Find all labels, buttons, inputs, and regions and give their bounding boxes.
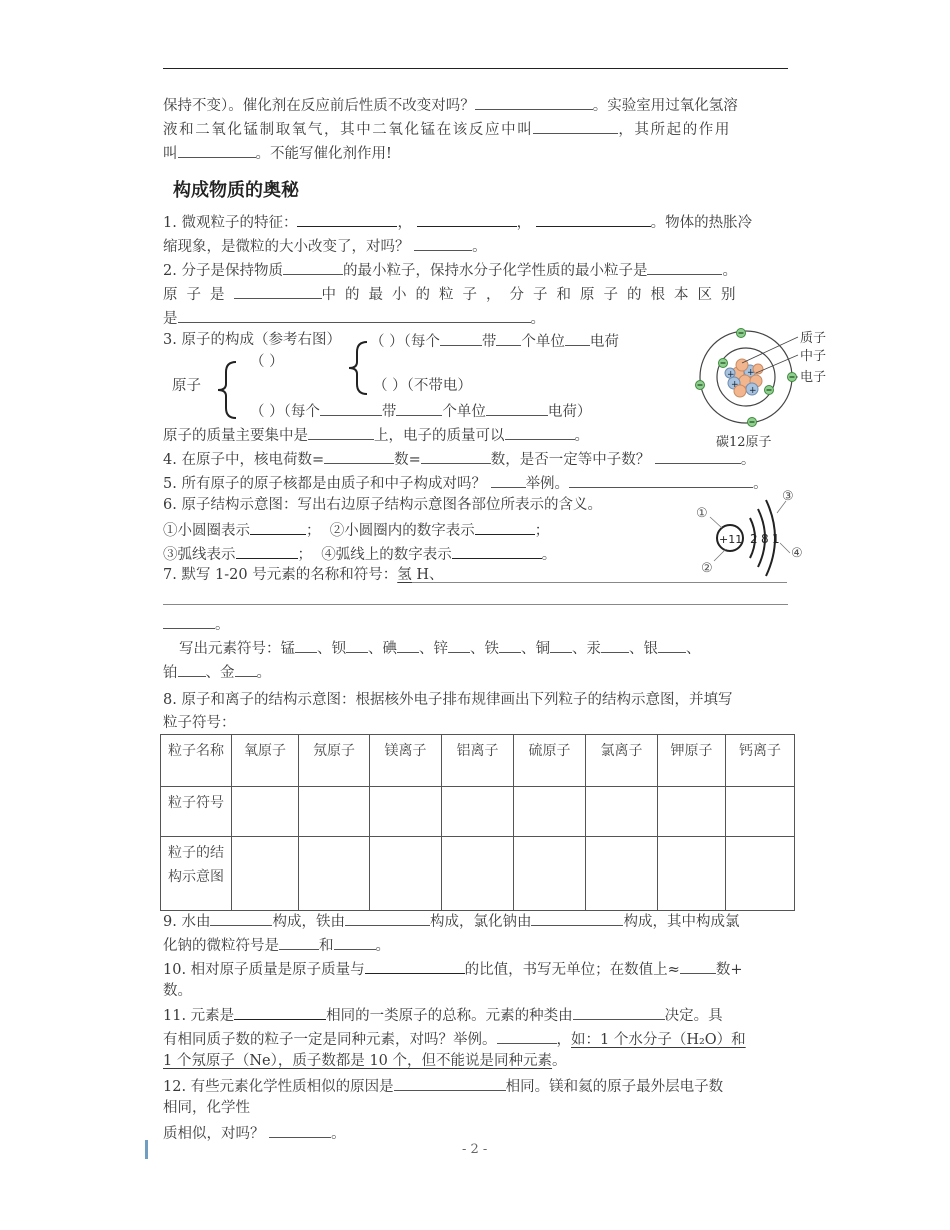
text: 。 [574,428,589,444]
answer-blank[interactable] [496,330,521,346]
left-brace-icon [212,360,242,420]
table-cell[interactable] [658,837,726,911]
answer-blank[interactable] [475,519,535,535]
text: 锌 [433,641,448,657]
svg-text:+: + [727,370,735,380]
text: 4. 在原子中，核电荷数= [163,452,325,468]
text: ③弧线表示 [163,547,236,563]
intro-line-1 [163,94,738,116]
table-cell[interactable] [514,837,586,911]
text: 。 [215,617,230,633]
answer-blank[interactable] [448,637,470,653]
text: 。 [541,547,557,563]
answer-blank[interactable] [365,958,465,974]
answer-line[interactable] [163,604,788,605]
question-4 [163,448,755,470]
text: ； [306,523,321,539]
text: 原子是 [163,287,234,303]
table-cell[interactable] [299,787,370,837]
text: 数= [394,452,421,468]
question-3-electron-row [250,400,591,422]
question-1-line-1 [163,211,752,233]
question-7-end [163,613,230,635]
text: 是 [163,311,178,327]
text: 带 [481,334,497,350]
text: （ ）（不带电） [373,378,472,394]
question-11-line-3 [163,1051,567,1071]
proton-label: 质子 [800,331,827,346]
question-9-line-1 [163,910,739,932]
text: 个单位 [442,404,486,420]
question-3-nucleus-row [250,352,284,372]
element-symbols-row-1: 写出元素符号：锰 、钡 、碘 、锌 、铁 、铜 、汞 、银 、 [179,637,701,659]
text: 。实验室用过氧化氢溶 [592,98,738,114]
marker-3: ③ [782,489,794,504]
column-header: 氯离子 [586,735,658,787]
table-cell[interactable] [586,787,658,837]
answer-blank[interactable] [573,1004,665,1020]
text: 缩现象，是微粒的大小改变了，对吗？ [163,239,410,255]
table-cell[interactable] [370,787,442,837]
answer-blank[interactable] [658,637,686,653]
answer-blank[interactable] [536,211,651,227]
text: 举例。 [525,476,570,492]
question-3-atom-label [172,376,201,396]
question-3-title [163,330,341,350]
column-header: 氧原子 [232,735,299,787]
text: 叫 [163,146,178,162]
question-6-line-1 [163,519,549,541]
answer-blank[interactable] [533,118,618,134]
answer-blank[interactable] [279,934,319,950]
question-1-line-2 [163,235,487,257]
text: 有相同质子数的粒子一定是同种元素，对吗？举例。 [163,1032,497,1048]
question-10-line-2 [163,981,192,1001]
answer-blank[interactable] [601,637,629,653]
answer-blank[interactable] [499,637,521,653]
table-cell[interactable] [514,787,586,837]
text: ， [516,215,532,231]
text: 。 [530,311,545,327]
column-header: 氖原子 [299,735,370,787]
answer-blank[interactable] [565,330,590,346]
text: 原子的质量主要集中是 [163,428,308,444]
text: 的最小粒子，保持水分子化学性质的最小粒子是 [342,263,648,279]
question-9-line-2 [163,934,390,956]
question-3-proton-row [370,330,619,352]
text: 数+ [715,962,743,978]
shell-3-count: 1 [772,532,780,546]
answer-blank[interactable] [345,910,430,926]
answer-blank[interactable] [178,307,531,323]
row-header: 粒子的结构示意图 [161,837,232,911]
text: 保持不变）。催化剂在反应前后性质不改变对吗？ [163,98,475,114]
text: 电荷 [589,334,619,350]
table-cell[interactable] [442,787,514,837]
example-answer: 氢 H、 [397,567,444,583]
answer-blank[interactable] [234,283,322,299]
text: 碘 [382,641,397,657]
text: 个单位 [521,334,565,350]
table-cell[interactable] [370,837,442,911]
text: ， [556,1032,571,1048]
text: 铁 [484,641,499,657]
text: ； [534,523,550,539]
question-2-line-3 [163,307,545,329]
text: 相同，化学性 [163,1100,250,1116]
column-header: 钙离子 [726,735,795,787]
text: 8. 原子和离子的结构示意图：根据核外电子排布规律画出下列粒子的结构示意图，并填写 [163,692,733,708]
answer-blank[interactable] [320,400,382,416]
answer-blank[interactable] [210,910,272,926]
answer-blank[interactable] [505,424,575,440]
answer-blank[interactable] [269,1122,331,1138]
atom-structure-diagram [688,485,813,580]
question-10-line-1 [163,958,742,980]
answer-blank[interactable] [417,211,517,227]
particle-table [160,734,795,911]
answer-blank[interactable] [491,472,526,488]
example-text: 1 个氖原子（Ne），质子数都是 10 个，但不能说是同种元素 [163,1053,553,1069]
text: 。 [552,1053,567,1069]
svg-text:+: + [731,380,739,390]
text: 。 [375,938,390,954]
question-8-line-1 [163,690,732,710]
table-row [161,735,795,787]
text: ②小圆圈内的数字表示 [329,523,475,539]
text: 决定。具 [664,1008,723,1024]
text: （ ）（每个 [250,404,320,420]
text: 1. 微观粒子的特征： [163,215,298,231]
table-row [161,787,795,837]
answer-blank[interactable] [550,637,572,653]
text: ，其所起的作用 [618,122,732,138]
answer-blank[interactable] [414,235,472,251]
text: 6. 原子结构示意图：写出右边原子结构示意图各部位所表示的含义。 [163,497,602,513]
answer-blank[interactable] [234,1004,326,1020]
text: 。不能写催化剂作用! [255,146,392,162]
table-cell[interactable] [442,837,514,911]
answer-blank[interactable] [250,519,306,535]
text: 。 [472,239,487,255]
text: ④弧线上的数字表示 [321,547,452,563]
answer-blank[interactable] [178,142,256,158]
answer-blank[interactable] [236,543,298,559]
question-3-neutron-row [373,376,472,396]
text: （ ） [250,354,284,370]
answer-blank[interactable] [680,958,716,974]
answer-blank[interactable] [297,211,397,227]
shell-1-count: 2 [750,532,758,546]
text: 构成，氯化钠由 [429,914,532,930]
text: 。 [331,1126,346,1142]
intro-line-3 [163,142,392,164]
text: 。 [753,476,768,492]
question-6-line-2 [163,543,556,565]
answer-blank[interactable] [394,1075,506,1091]
text: 粒子符号： [163,715,236,731]
text: 铂 [163,665,178,681]
answer-blank[interactable] [334,934,376,950]
text: ①小圆圈表示 [163,523,250,539]
question-6-title [163,495,602,515]
question-11-line-1 [163,1004,723,1026]
column-header: 硫原子 [514,735,586,787]
example-text: 如：1 个水分子（H₂O）和 [571,1032,746,1048]
text: 构成，铁由 [272,914,345,930]
text: 相同的一类原子的总称。元素的种类由 [326,1008,573,1024]
nucleus-charge: +11 [719,533,743,546]
answer-blank[interactable] [655,448,741,464]
table-cell[interactable] [726,787,795,837]
table-cell[interactable] [232,837,299,911]
answer-blank[interactable] [308,424,374,440]
column-header: 钾原子 [658,735,726,787]
question-2-line-2 [163,283,745,305]
text: 相同。镁和氦的原子最外层电子数 [505,1079,724,1095]
answer-blank[interactable] [163,613,215,629]
text: 原子 [172,378,201,394]
text: 10. 相对原子质量是原子质量与 [163,962,365,978]
text: 9. 水由 [163,914,211,930]
text: 金 [220,665,235,681]
answer-blank[interactable] [497,1028,557,1044]
answer-blank[interactable] [440,330,482,346]
table-cell[interactable] [726,837,795,911]
text: 。 [722,263,737,279]
answer-blank[interactable] [295,637,317,653]
section-title: 构成物质的奥秘 [173,180,299,201]
answer-blank[interactable] [475,94,593,110]
column-header: 铝离子 [442,735,514,787]
inner-brace-icon [345,340,373,396]
answer-blank[interactable] [486,400,548,416]
marker-4: ④ [791,546,803,561]
table-cell[interactable] [232,787,299,837]
text: 5. 所有原子的原子核都是由质子和中子构成对吗？ [163,476,486,492]
text: （ ）（每个 [370,334,440,350]
text: 。 [740,452,756,468]
electron-label: 电子 [800,370,827,385]
text: 。 [256,665,271,681]
text: 汞 [586,641,601,657]
answer-blank[interactable] [235,661,257,677]
row-header: 粒子符号 [161,787,232,837]
table-cell[interactable] [299,837,370,911]
table-cell[interactable] [658,787,726,837]
neutron-label: 中子 [800,349,827,364]
nucleus-icon [725,359,763,397]
text: 电荷） [547,404,592,420]
answer-blank[interactable] [178,661,206,677]
element-symbols-row-2: 铂 、金 。 [163,661,271,683]
answer-blank[interactable] [324,448,394,464]
text: 质相似，对吗？ [163,1126,265,1142]
marker-2: ② [701,561,713,576]
shell-2-count: 8 [761,532,769,546]
text: 锰 [280,641,295,657]
text: 11. 元素是 [163,1008,235,1024]
question-11-line-2 [163,1028,746,1050]
figure-caption: 碳12原子 [716,435,772,450]
row-header: 粒子名称 [161,735,232,787]
carbon-atom-figure [690,325,840,450]
question-5 [163,472,768,494]
question-3-mass-line [163,424,589,446]
text: 2. 分子是保持物质 [163,263,283,279]
text: 上，电子的质量可以 [374,428,505,444]
question-12-line-1 [163,1075,723,1097]
text: 。物体的热胀冷 [650,215,753,231]
question-2-line-1 [163,259,737,281]
text: 铜 [535,641,550,657]
column-header: 镁离子 [370,735,442,787]
page-number: - 2 - [462,1142,488,1157]
header-rule [163,68,788,69]
question-8-line-2 [163,713,236,733]
text: 钡 [331,641,346,657]
answer-blank[interactable] [283,259,343,275]
text: 液和二氧化锰制取氧气，其中二氧化锰在该反应中叫 [163,122,534,138]
answer-blank[interactable] [421,448,491,464]
text: 7. 默写 1-20 号元素的名称和符号： [163,567,398,583]
marker-1: ① [696,506,708,521]
answer-blank[interactable] [452,543,542,559]
text: 写出元素符号： [179,641,281,657]
text: 银 [643,641,658,657]
text: 的比值，书写无单位；在数值上≈ [464,962,680,978]
text: 和 [319,938,334,954]
text: ， [397,215,412,231]
svg-text:+: + [749,386,757,396]
question-7 [163,565,444,585]
text: 构成，其中构成氯 [623,914,740,930]
intro-line-2 [163,118,731,140]
table-row [161,837,795,911]
text: 带 [381,404,397,420]
text: 化钠的微粒符号是 [163,938,279,954]
text: 数，是否一定等中子数？ [490,452,651,468]
answer-blank[interactable] [647,259,722,275]
text-cursor [145,1140,148,1159]
answer-line[interactable] [412,582,787,583]
answer-blank[interactable] [346,637,368,653]
text: 中的最小的粒子，分子和原子的根本区别 [321,287,745,303]
table-cell[interactable] [586,837,658,911]
text: ； [297,547,312,563]
question-12-line-2 [163,1098,250,1118]
text: 3. 原子的构成（参考右图） [163,332,341,348]
answer-blank[interactable] [397,637,419,653]
text: 数。 [163,983,192,999]
question-12-line-3 [163,1122,346,1144]
answer-blank[interactable] [531,910,623,926]
answer-blank[interactable] [396,400,442,416]
text: 12. 有些元素化学性质相似的原因是 [163,1079,394,1095]
svg-text:+: + [747,368,755,378]
